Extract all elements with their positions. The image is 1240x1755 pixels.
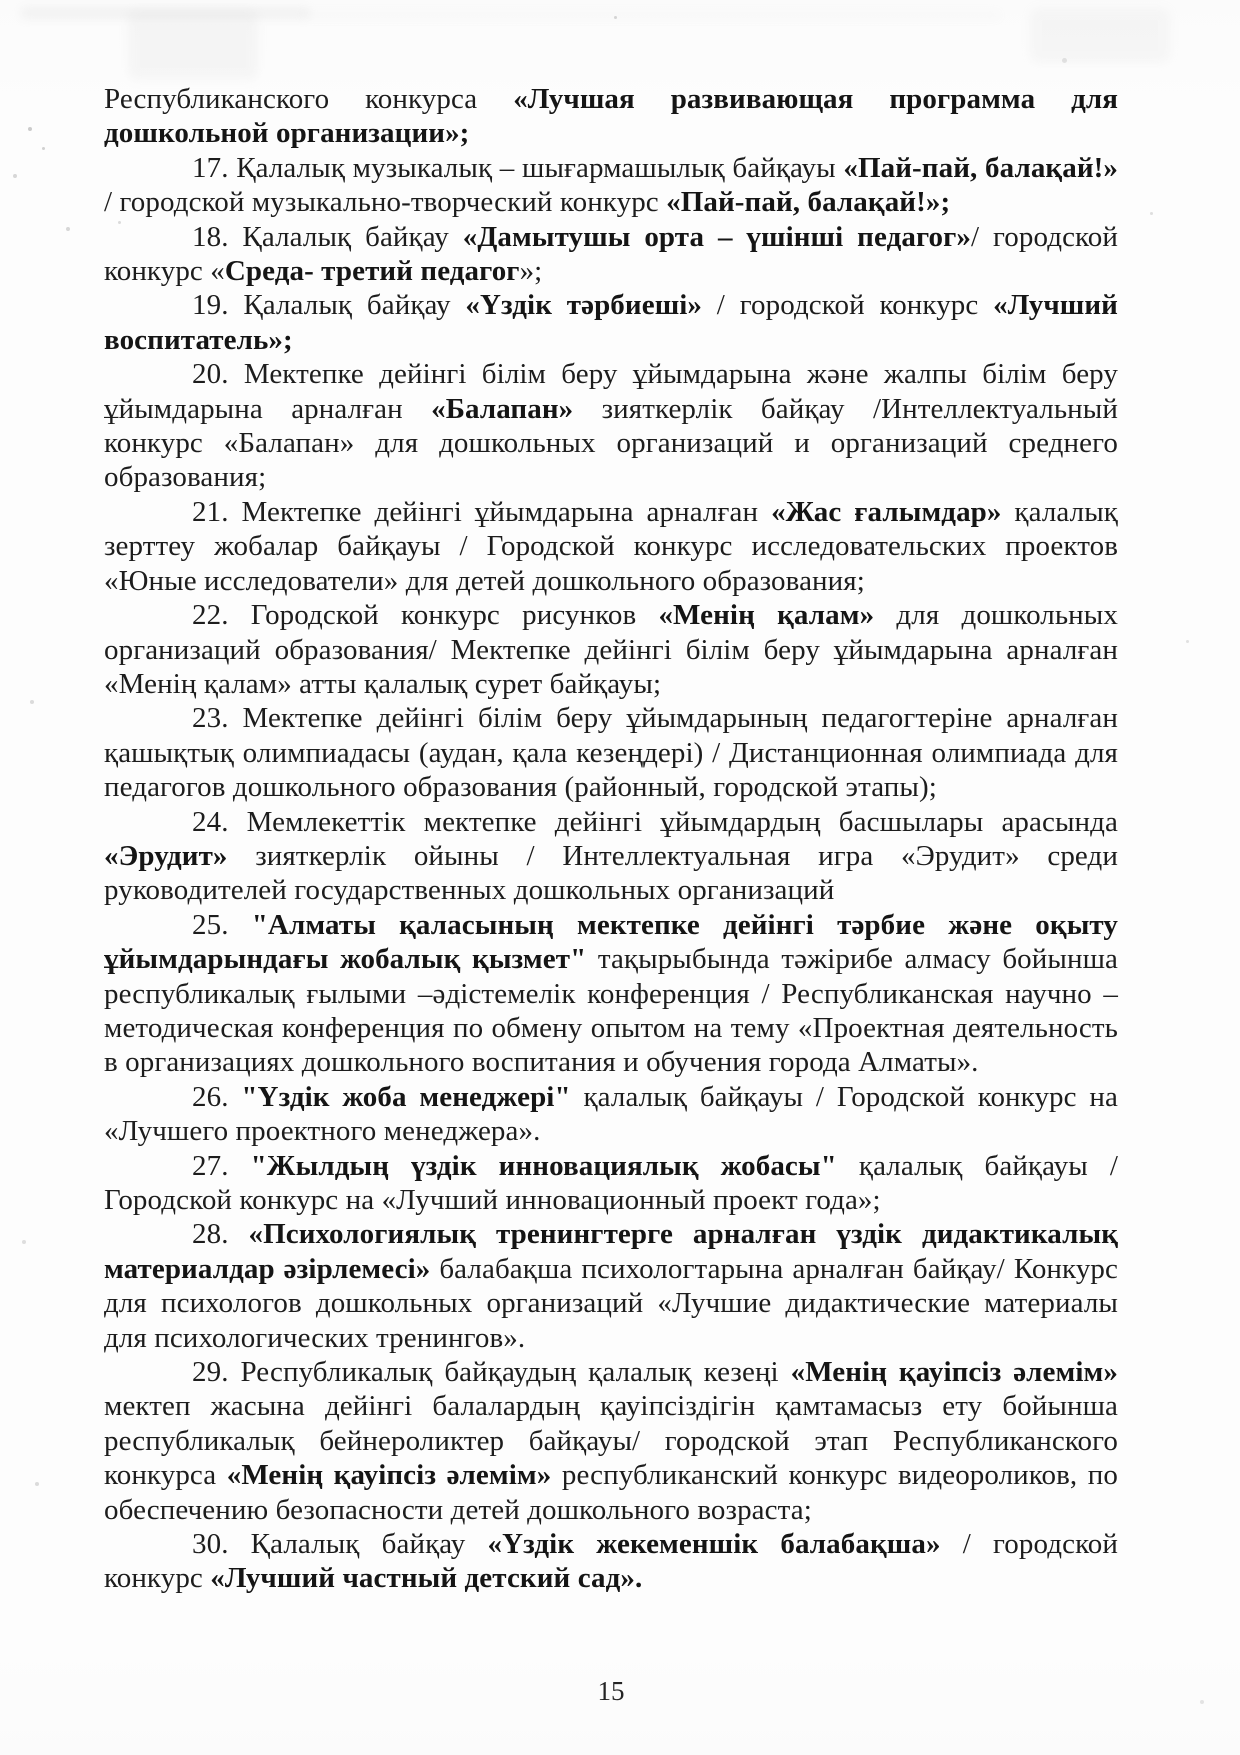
bold-text-run: «Жас ғалымдар» bbox=[771, 495, 1002, 528]
paragraph bbox=[104, 151, 1118, 220]
bold-text-run: «Эрудит» bbox=[104, 839, 228, 872]
bold-text-run: "Алматы қаласының мектепке дейінгі тәрбие және оқыту ұйымдарындағы жобалық қызмет" bbox=[104, 908, 1118, 976]
paragraph bbox=[104, 701, 1118, 804]
text-run: 22. Городской конкурс рисунков bbox=[192, 599, 659, 632]
document-body bbox=[104, 82, 1118, 1596]
paragraph bbox=[104, 1527, 1118, 1596]
scan-speck bbox=[30, 700, 34, 704]
text-run: 30. Қалалық байқау bbox=[192, 1528, 488, 1561]
bold-text-run: «Лучшая развивающая программа для дошкольной организации»; bbox=[104, 83, 1119, 150]
text-run: / городской музыкально-творческий конкурс bbox=[104, 186, 667, 219]
text-run: Республиканского конкурса bbox=[104, 83, 514, 115]
text-run: для дошкольных организаций образования/ Мектепке дейінгі білім беру ұйымдарына арналған «Менің қалам» атты қалалық сурет байқауы; bbox=[104, 599, 1118, 700]
scan-speck bbox=[1062, 58, 1067, 63]
text-run: 23. Мектепке дейінгі білім беру ұйымдарының педагогтеріне арналған қашықтық олимпиадасы (аудан, қала кезеңдері) / Дистанционная олимпиада для педагогов дошкольного образования (районный, городской этапы); bbox=[104, 702, 1118, 804]
text-run: / городской конкурс bbox=[104, 1528, 1119, 1595]
bold-text-run: Среда- третий педагог bbox=[224, 255, 520, 288]
paragraph bbox=[104, 1217, 1118, 1355]
scan-speck bbox=[1186, 640, 1189, 643]
paragraph bbox=[104, 220, 1118, 289]
scan-speck bbox=[1200, 1700, 1204, 1704]
scan-speck bbox=[13, 174, 17, 178]
text-run: 27. bbox=[192, 1149, 251, 1182]
text-run: қалалық байқауы / Городской конкурс на «Лучшего проектного менеджера». bbox=[104, 1080, 1118, 1148]
paragraph bbox=[104, 1149, 1118, 1218]
scan-smudge bbox=[1030, 8, 1170, 63]
bold-text-run: «Пай-пай, балақай!»; bbox=[666, 186, 951, 219]
scan-smudge bbox=[300, 12, 1000, 18]
scan-speck bbox=[66, 227, 70, 231]
text-run: 29. Республикалық байқаудың қалалық кезеңі bbox=[192, 1356, 791, 1389]
scan-speck bbox=[42, 147, 45, 150]
bold-text-run: «Менің қалам» bbox=[658, 599, 875, 632]
text-run: 26. bbox=[192, 1080, 242, 1113]
bold-text-run: «Менің қауіпсіз әлемім» bbox=[790, 1356, 1118, 1389]
text-run: 18. Қалалық байқау bbox=[192, 220, 463, 253]
page-number: 15 bbox=[597, 1676, 625, 1706]
text-run: зияткерлік ойыны / Интеллектуальная игра «Эрудит» среди руководителей государственных дошкольных организаций bbox=[104, 839, 1118, 907]
text-run: 21. Мектепке дейінгі ұйымдарына арналған bbox=[192, 495, 772, 528]
paragraph bbox=[104, 495, 1118, 598]
bold-text-run: "Жылдың үздік инновациялық жобасы" bbox=[250, 1149, 837, 1182]
bold-text-run: «Лучший воспитатель»; bbox=[104, 289, 1118, 356]
paragraph bbox=[104, 908, 1118, 1080]
text-run: 17. Қалалық музыкалық – шығармашылық байқауы bbox=[192, 151, 844, 184]
bold-text-run: «Пай-пай, балақай!» bbox=[843, 151, 1119, 184]
scan-speck bbox=[35, 1482, 39, 1486]
scan-speck bbox=[614, 16, 617, 19]
text-run: республиканский конкурс видеороликов, по обеспечению безопасности детей дошкольного возраста; bbox=[104, 1459, 1118, 1526]
text-run: 24. Мемлекеттік мектепке дейінгі ұйымдардың басшылары арасында bbox=[192, 805, 1118, 838]
text-run: балабақша психологтарына арналған байқау/ Конкурс для психологов дошкольных организаций «Лучшие дидактические материалы для психологических тренингов». bbox=[104, 1252, 1118, 1354]
text-run: қалалық зерттеу жобалар байқауы / Городской конкурс исследовательских проектов «Юные исследователи» для детей дошкольного образования; bbox=[104, 495, 1118, 597]
text-run: қалалық байқауы / Городской конкурс на «Лучший инновационный проект года»; bbox=[104, 1149, 1119, 1216]
scan-speck bbox=[1150, 212, 1153, 215]
bold-text-run: «Лучший частный детский сад». bbox=[210, 1562, 643, 1595]
paragraph bbox=[104, 598, 1118, 701]
scan-speck bbox=[28, 127, 32, 131]
text-run: зияткерлік байқау /Интеллектуальный конкурс «Балапан» для дошкольных организаций и организаций среднего образования; bbox=[104, 392, 1118, 494]
bold-text-run: «Балапан» bbox=[431, 392, 574, 425]
text-run: / городской конкурс « bbox=[104, 220, 1118, 288]
text-run: 25. bbox=[192, 908, 252, 941]
paragraph bbox=[104, 805, 1118, 908]
text-run: 19. Қалалық байқау bbox=[192, 289, 466, 322]
bold-text-run: «Дамытушы орта – үшінші педагог» bbox=[462, 220, 971, 253]
scan-smudge bbox=[128, 10, 258, 80]
text-run: 28. bbox=[192, 1218, 249, 1251]
bold-text-run: "Үздік жоба менеджері" bbox=[241, 1080, 571, 1113]
text-run: 20. Мектепке дейінгі білім беру ұйымдарына және жалпы білім беру ұйымдарына арналған bbox=[104, 358, 1118, 425]
text-run: »; bbox=[519, 255, 543, 288]
text-run: / городской конкурс bbox=[702, 289, 994, 322]
paragraph bbox=[104, 82, 1118, 151]
scan-speck bbox=[22, 1240, 26, 1244]
text-run: мектеп жасына дейінгі балалардың қауіпсіздігін қамтамасыз ету бойынша республикалық бейнероликтер байқауы/ городской этап Республиканского конкурса bbox=[104, 1390, 1118, 1492]
paragraph bbox=[104, 357, 1118, 495]
paragraph bbox=[104, 288, 1118, 357]
bold-text-run: «Үздік тәрбиеші» bbox=[465, 289, 703, 322]
paragraph bbox=[104, 1080, 1118, 1149]
bold-text-run: «Үздік жекеменшік балабақша» bbox=[487, 1528, 941, 1561]
bold-text-run: «Психологиялық тренингтерге арналған үздік дидактикалық материалдар әзірлемесі» bbox=[104, 1218, 1118, 1285]
text-run: тақырыбында тәжірибе алмасу бойынша республикалық ғылыми –әдістемелік конференция / Республиканская научно –методическая конференция по обмену опытом на тему «Проектная деятельность в организациях дошкольного воспитания и обучения города Алматы». bbox=[104, 943, 1118, 1079]
paragraph bbox=[104, 1355, 1118, 1527]
bold-text-run: «Менің қауіпсіз әлемім» bbox=[226, 1459, 552, 1492]
